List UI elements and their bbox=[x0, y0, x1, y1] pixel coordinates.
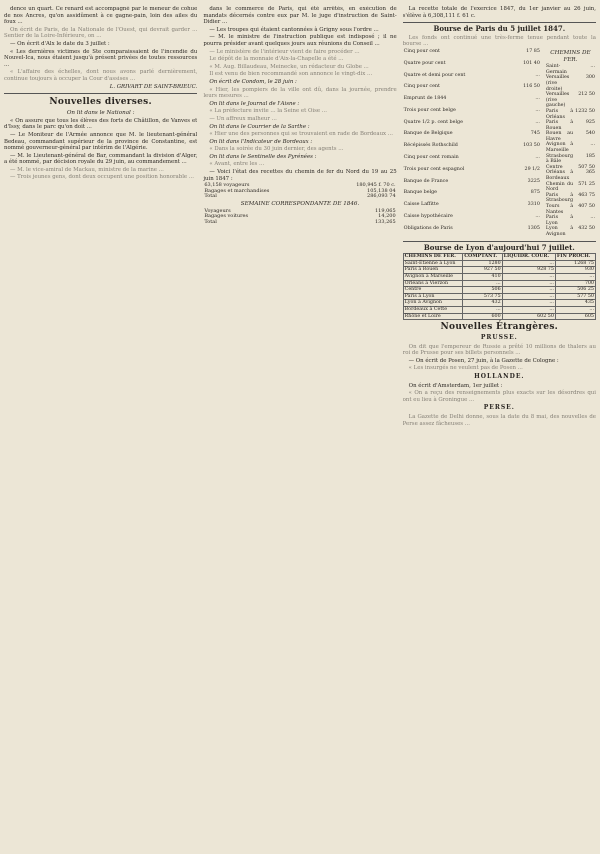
stock-row bbox=[403, 84, 541, 96]
row-label: Quatre 1/2 p. cent belge bbox=[403, 119, 463, 125]
stock-row bbox=[403, 73, 541, 85]
table-header: CHEMINS DE FER. bbox=[403, 254, 463, 261]
table-row bbox=[403, 313, 595, 320]
stock-row bbox=[545, 131, 596, 142]
row-value: 507 50 bbox=[578, 164, 595, 170]
row-label: Centre bbox=[403, 287, 463, 294]
paragraph: La Gazette de Delhi donne, sous la date du 8 mai, des nouvelles de Perse assez fâcheuses ... bbox=[402, 414, 596, 427]
paragraph: « Avant, entre les ... bbox=[209, 161, 265, 168]
row-label: Paris à Rouen bbox=[545, 120, 574, 131]
row-value: ... bbox=[535, 155, 540, 160]
paragraph: Il est venu de bien recommandé son annonce le vingt-dix ... bbox=[209, 71, 373, 78]
row-value: 116 50 bbox=[523, 84, 540, 90]
subheading: On écrit de Condom, le 28 juin : bbox=[209, 78, 297, 85]
stock-row bbox=[545, 142, 596, 153]
cell-liquid: ... bbox=[502, 273, 555, 280]
row-label: Cinq pour cent bbox=[403, 84, 440, 90]
table-row bbox=[403, 280, 595, 287]
paragraph: On écrit de Paris, de la Nationale de l'Ouest, qui devrait garder ... Sentier de la Loire-Inférieure, on ... bbox=[4, 26, 198, 40]
stock-row bbox=[403, 131, 541, 143]
cell-comptant: ... bbox=[463, 280, 502, 287]
signature: L. GRIVART DE SAINT-BRIEUC. bbox=[109, 83, 198, 90]
row-label: Cinq pour cent bbox=[403, 48, 440, 54]
row-label: Versailles (rive gauche) bbox=[545, 92, 570, 109]
paragraph: « L'affaire des échelles, dont nous avons parlé dernièrement, continue toujours à occuper la Cour d'assises ... bbox=[4, 69, 198, 82]
row-value: 17 85 bbox=[526, 48, 540, 54]
paragraph: « Hier, les pompiers de la ville ont dû, dans la journée, prendre leurs mesures ... bbox=[203, 86, 397, 100]
cell-comptant: 600 bbox=[463, 313, 502, 320]
cell-comptant: 506 bbox=[463, 287, 502, 294]
cell-fin: ... bbox=[555, 306, 595, 313]
divider bbox=[4, 93, 197, 94]
compare-title: SEMAINE CORRESPONDANTE DE 1846. bbox=[240, 201, 360, 208]
row-value: ... bbox=[535, 107, 540, 113]
row-label: Total bbox=[204, 218, 217, 225]
divider bbox=[403, 241, 596, 242]
stock-row bbox=[403, 202, 541, 214]
paragraph: Les fonds ont continué une très-ferme tenue pendant toute la bourse ... bbox=[402, 34, 596, 48]
row-label: Emprunt de 1844 bbox=[403, 96, 447, 102]
subheading: On lit dans le Sentinelle des Pyrénées : bbox=[209, 153, 317, 160]
cell-fin: 577 50 bbox=[555, 293, 595, 300]
row-value: ... bbox=[590, 142, 595, 148]
row-value: 875 bbox=[530, 190, 540, 196]
paragraph: dans le commerce de Paris, qui été arrêtés, en exécution de mandats décernés contre eux par M. le juge d'instruction de Saint-Didier ... bbox=[203, 6, 397, 26]
cell-liquid: ... bbox=[502, 287, 555, 294]
paragraph: — Trois jeunes gens, dont deux occupent une position honorable ... bbox=[10, 174, 194, 181]
row-label: Versailles (rive droite) bbox=[545, 75, 570, 92]
row-label: Avignon à Marseille bbox=[545, 142, 574, 154]
stock-row bbox=[545, 109, 596, 120]
row-label: Strasbourg à Bâle bbox=[545, 153, 574, 165]
row-value: 3225 bbox=[527, 178, 540, 184]
stock-row bbox=[545, 120, 596, 131]
row-label: Chemin du Nord bbox=[545, 181, 574, 193]
paragraph: « M. Aug. Billaudeau, Meinecke, un rédacteur du Globe ... bbox=[209, 63, 369, 70]
row-label: Paris à Lyon bbox=[545, 215, 574, 226]
cell-liquid: ... bbox=[502, 300, 555, 307]
stock-row bbox=[545, 215, 596, 226]
country-heading: HOLLANDE. bbox=[474, 373, 525, 381]
foreign-news-heading: Nouvelles Étrangères. bbox=[440, 322, 559, 333]
row-label: Rouen au Havre bbox=[545, 131, 574, 142]
paragraph: « Les insurgés ne veulent pas de Posen ... bbox=[408, 365, 523, 372]
country-heading: PRUSSE. bbox=[480, 334, 518, 342]
row-value: ... bbox=[590, 215, 595, 221]
stock-row bbox=[403, 226, 541, 238]
paragraph: — Voici l'état des recettes du chemin de fer du Nord du 19 au 25 juin 1847 : bbox=[203, 169, 397, 182]
row-label: Total bbox=[204, 193, 217, 200]
row-value: ... bbox=[535, 72, 540, 78]
row-label: Tours à Nantes bbox=[545, 204, 574, 215]
paragraph: — M. le Lieutenant-général de Bar, commandant la division d'Alger, a été nommé, par décision royale du 29 juin, au commandement ... bbox=[4, 152, 198, 166]
paragraph: « Hier une des personnes qui se trouvaient en rade de Bordeaux ... bbox=[209, 131, 393, 138]
section-subheading: On lit dans le National : bbox=[66, 110, 135, 117]
subheading: On lit dans le Courrier de la Sarthe : bbox=[209, 123, 310, 130]
row-label: Banque belge bbox=[403, 190, 438, 196]
paragraph: — M. le ministre de l'instruction publique est indisposé ; il ne pourra présider avant quelques jours aux réunions du Conseil ... bbox=[203, 34, 397, 47]
row-value: ... bbox=[590, 64, 595, 70]
row-label: Orléans à Vierzon bbox=[403, 280, 463, 287]
row-label: Paris à Rouen bbox=[403, 267, 463, 274]
row-value: ... bbox=[535, 213, 540, 219]
country-heading: PERSE. bbox=[483, 404, 515, 412]
row-label: Paris à Strasbourg bbox=[545, 192, 574, 204]
row-value: 463 75 bbox=[578, 192, 595, 198]
stock-row bbox=[545, 226, 596, 237]
compare-table bbox=[203, 209, 396, 226]
table-row bbox=[403, 300, 595, 307]
paragraph: — On écrit d'Alx le date du 3 juillet : bbox=[10, 40, 110, 47]
cell-comptant: 1280 bbox=[463, 260, 502, 267]
row-label: Quatre pour cent bbox=[403, 60, 446, 66]
cell-comptant: ... bbox=[463, 306, 502, 313]
row-label: Bordeaux à Cette bbox=[403, 306, 463, 313]
stock-row bbox=[545, 92, 596, 109]
cell-comptant: 432 bbox=[463, 300, 502, 307]
divider bbox=[403, 22, 596, 23]
column-3 bbox=[403, 6, 596, 850]
cell-liquid: 928 75 bbox=[502, 267, 555, 274]
row-value: 745 bbox=[530, 131, 540, 137]
receipt-row bbox=[203, 194, 396, 200]
subheading: On lit dans le Journal de l'Aisne : bbox=[209, 100, 300, 107]
paragraph: « On a reçu des renseignements plus exacts sur les désordres qui ont eu lieu à Groningue ... bbox=[402, 390, 596, 403]
stock-row bbox=[403, 120, 541, 132]
paragraph: « Les dernières victimes de Ste comparaissaient de l'incendie du Nouvel-Ica, nous étaient jusqu'à présent privées de toutes ressources ... bbox=[4, 48, 198, 68]
paragraph: On dit que l'empereur de Russie a prêté 10 millions de thalers au roi de Prusse pour ses billets personnels ... bbox=[402, 343, 596, 357]
column-2 bbox=[203, 6, 396, 850]
row-label: Paris à Lyon bbox=[403, 293, 463, 300]
row-label: Cinq pour cent romain bbox=[403, 155, 459, 160]
paragraph: — On écrit de Posen, 27 juin, à la Gazette de Cologne : bbox=[408, 357, 559, 364]
cell-comptant: 410 bbox=[463, 273, 502, 280]
cell-liquid: ... bbox=[502, 293, 555, 300]
stock-lists bbox=[403, 49, 596, 238]
receipts-table bbox=[203, 183, 396, 200]
compare-row bbox=[203, 220, 396, 226]
stock-row bbox=[403, 179, 541, 191]
stock-row bbox=[545, 193, 596, 204]
row-value: 407 50 bbox=[578, 204, 595, 209]
paragraph: — Les troupes qui étaient cantonnées à Grigny sous l'ordre ... bbox=[209, 26, 379, 33]
cell-liquid: ... bbox=[502, 306, 555, 313]
cell-fin: 1268 75 bbox=[555, 260, 595, 267]
stocks-right-table bbox=[545, 64, 596, 237]
row-label: Saint-Étienne à Lyon bbox=[403, 260, 463, 267]
cell-fin: 930 bbox=[555, 267, 595, 274]
paragraph: — Le Moniteur de l'Armée annonce que M. le lieutenant-général Bedeau, commandant supérieur de la province de Constantine, est nommé gouverneur-général par intérim de l'Algérie. bbox=[4, 131, 198, 152]
row-label: Trois pour cent espagnol bbox=[403, 166, 465, 172]
stock-row bbox=[545, 182, 596, 193]
lyon-table bbox=[403, 253, 596, 320]
cell-liquid: ... bbox=[502, 260, 555, 267]
paragraph: « La préfecture invite ... la Seine et Oise ... bbox=[209, 108, 327, 115]
stock-row bbox=[403, 190, 541, 202]
stock-row bbox=[403, 61, 541, 73]
stock-row bbox=[403, 49, 541, 61]
row-label: Bagages voitures bbox=[204, 213, 249, 220]
cell-fin: 435 bbox=[555, 300, 595, 307]
section-heading: Nouvelles diverses. bbox=[49, 97, 152, 108]
row-label: Voyageurs bbox=[204, 207, 231, 214]
subheading: On lit dans l'Indicateur de Bordeaux : bbox=[209, 138, 313, 145]
table-header: COMPTANT. bbox=[463, 254, 502, 261]
row-label: Trois pour cent belge bbox=[403, 107, 456, 113]
row-label: Obligations de Paris bbox=[403, 225, 453, 231]
row-label: Banque de Belgique bbox=[403, 131, 453, 137]
row-label: Paris à Orléans bbox=[545, 108, 574, 120]
row-value: 133,265 bbox=[374, 218, 396, 225]
row-value: 432 50 bbox=[578, 226, 595, 232]
row-value: 105,138 04 bbox=[367, 187, 396, 194]
table-row bbox=[403, 287, 595, 294]
stock-row bbox=[403, 143, 541, 155]
stock-row bbox=[403, 96, 541, 108]
row-value: 540 bbox=[585, 131, 595, 137]
stock-row bbox=[545, 154, 596, 165]
paragraph: La recette totale de l'exercice 1847, du 1er janvier au 26 juin, s'élève à 6,308,111 f. 61 c. bbox=[402, 6, 596, 19]
cell-fin: 700 bbox=[555, 280, 595, 287]
paragraph: — M. le vice-amiral de Mackau, ministre de la marine ... bbox=[10, 166, 164, 173]
row-label: Avignon à Marseille bbox=[403, 273, 463, 280]
cell-fin: 605 bbox=[555, 313, 595, 320]
row-value: 1305 bbox=[527, 225, 540, 231]
paragraph: — Un affreux malheur ... bbox=[209, 115, 277, 122]
paragraph: « On assure que tous les élèves des forts de Châtillon, de Vanves et d'Issy, dans le parc qu'on doit ... bbox=[4, 117, 198, 131]
row-label: Caisse Laffitte bbox=[403, 202, 439, 208]
table-row bbox=[403, 267, 595, 274]
row-value: 286,093 74 bbox=[367, 193, 396, 200]
row-value: 14,200 bbox=[378, 213, 396, 220]
paragraph: dence un quart. Ce renard est accompagné par le meneur de cohue de nos Ancres, qu'on assidûment à ce gagne-pain, loin des ailes du foux ... bbox=[4, 6, 198, 26]
row-value: 119,065 bbox=[374, 207, 396, 214]
table-row bbox=[403, 273, 595, 280]
row-label: 63,158 voyageurs bbox=[204, 182, 250, 189]
row-value: 29 1/2 bbox=[524, 166, 540, 172]
stock-row bbox=[403, 108, 541, 120]
row-label: Saint-Germain bbox=[545, 64, 567, 75]
row-value: ... bbox=[535, 119, 540, 125]
paragraph: — Le ministère de l'intérieur vient de faire procéder ... bbox=[209, 48, 360, 55]
cell-comptant: 927 50 bbox=[463, 267, 502, 274]
row-value: 3310 bbox=[527, 202, 540, 208]
stocks-left-table bbox=[403, 49, 541, 238]
stock-row bbox=[545, 204, 596, 215]
bourse-lyon-title: Bourse de Lyon d'aujourd'hui 7 juillet. bbox=[423, 242, 575, 252]
cell-fin: ... bbox=[555, 273, 595, 280]
row-label: Caisse hypothécaire bbox=[403, 213, 453, 219]
railways-label: CHEMINS DE FER. bbox=[550, 49, 591, 63]
table-row bbox=[403, 293, 595, 300]
stock-row bbox=[545, 170, 596, 181]
row-label: Banque de France bbox=[403, 178, 449, 184]
row-value: 365 bbox=[585, 170, 595, 176]
cell-fin: 506 25 bbox=[555, 287, 595, 294]
row-label: Quatre et demi pour cent bbox=[403, 72, 466, 78]
stock-row bbox=[545, 64, 596, 75]
row-label: Récépissés Rothschild bbox=[403, 143, 458, 149]
row-value: ... bbox=[535, 96, 540, 102]
row-value: 300 bbox=[585, 75, 595, 81]
paragraph: On écrit d'Amsterdam, 1er juillet : bbox=[408, 382, 503, 389]
cell-comptant: 573 75 bbox=[463, 293, 502, 300]
column-1 bbox=[4, 6, 197, 850]
row-value: 103 50 bbox=[523, 143, 540, 149]
row-value: 185 bbox=[585, 153, 595, 159]
row-label: Orléans à Bordeaux bbox=[545, 170, 574, 182]
row-value: 212 50 bbox=[578, 92, 595, 98]
row-label: Rhône et Loire bbox=[403, 313, 463, 320]
stock-row bbox=[403, 214, 541, 226]
table-row bbox=[403, 260, 595, 267]
row-label: Bagages et marchandises bbox=[204, 187, 270, 194]
paragraph: Le dépôt de la monnaie d'Aix-la-Chapelle a été ... bbox=[209, 56, 344, 63]
table-row bbox=[403, 306, 595, 313]
stock-row bbox=[545, 75, 596, 92]
stock-row bbox=[403, 167, 541, 179]
row-value: 101 40 bbox=[523, 60, 540, 66]
stock-row bbox=[403, 155, 541, 167]
table-header: FIN PROCH. bbox=[555, 254, 595, 261]
row-value: 571 25 bbox=[578, 181, 595, 187]
row-label: Lyon à Avignon bbox=[403, 300, 463, 307]
row-label: Lyon à Avignon bbox=[545, 226, 574, 237]
row-value: 925 bbox=[585, 120, 595, 126]
paragraph: « Dans la soirée du 30 juin dernier, des agents ... bbox=[209, 146, 344, 153]
row-value: 180,945 f. 70 c. bbox=[356, 182, 396, 189]
cell-liquid: 602 50 bbox=[502, 313, 555, 320]
table-header: LIQUIDR. COUR. bbox=[502, 254, 555, 261]
row-value: 1232 50 bbox=[575, 108, 595, 114]
row-label: Centre bbox=[545, 164, 563, 170]
bourse-paris-title: Bourse de Paris du 5 juillet 1847. bbox=[433, 24, 566, 34]
cell-liquid: ... bbox=[502, 280, 555, 287]
